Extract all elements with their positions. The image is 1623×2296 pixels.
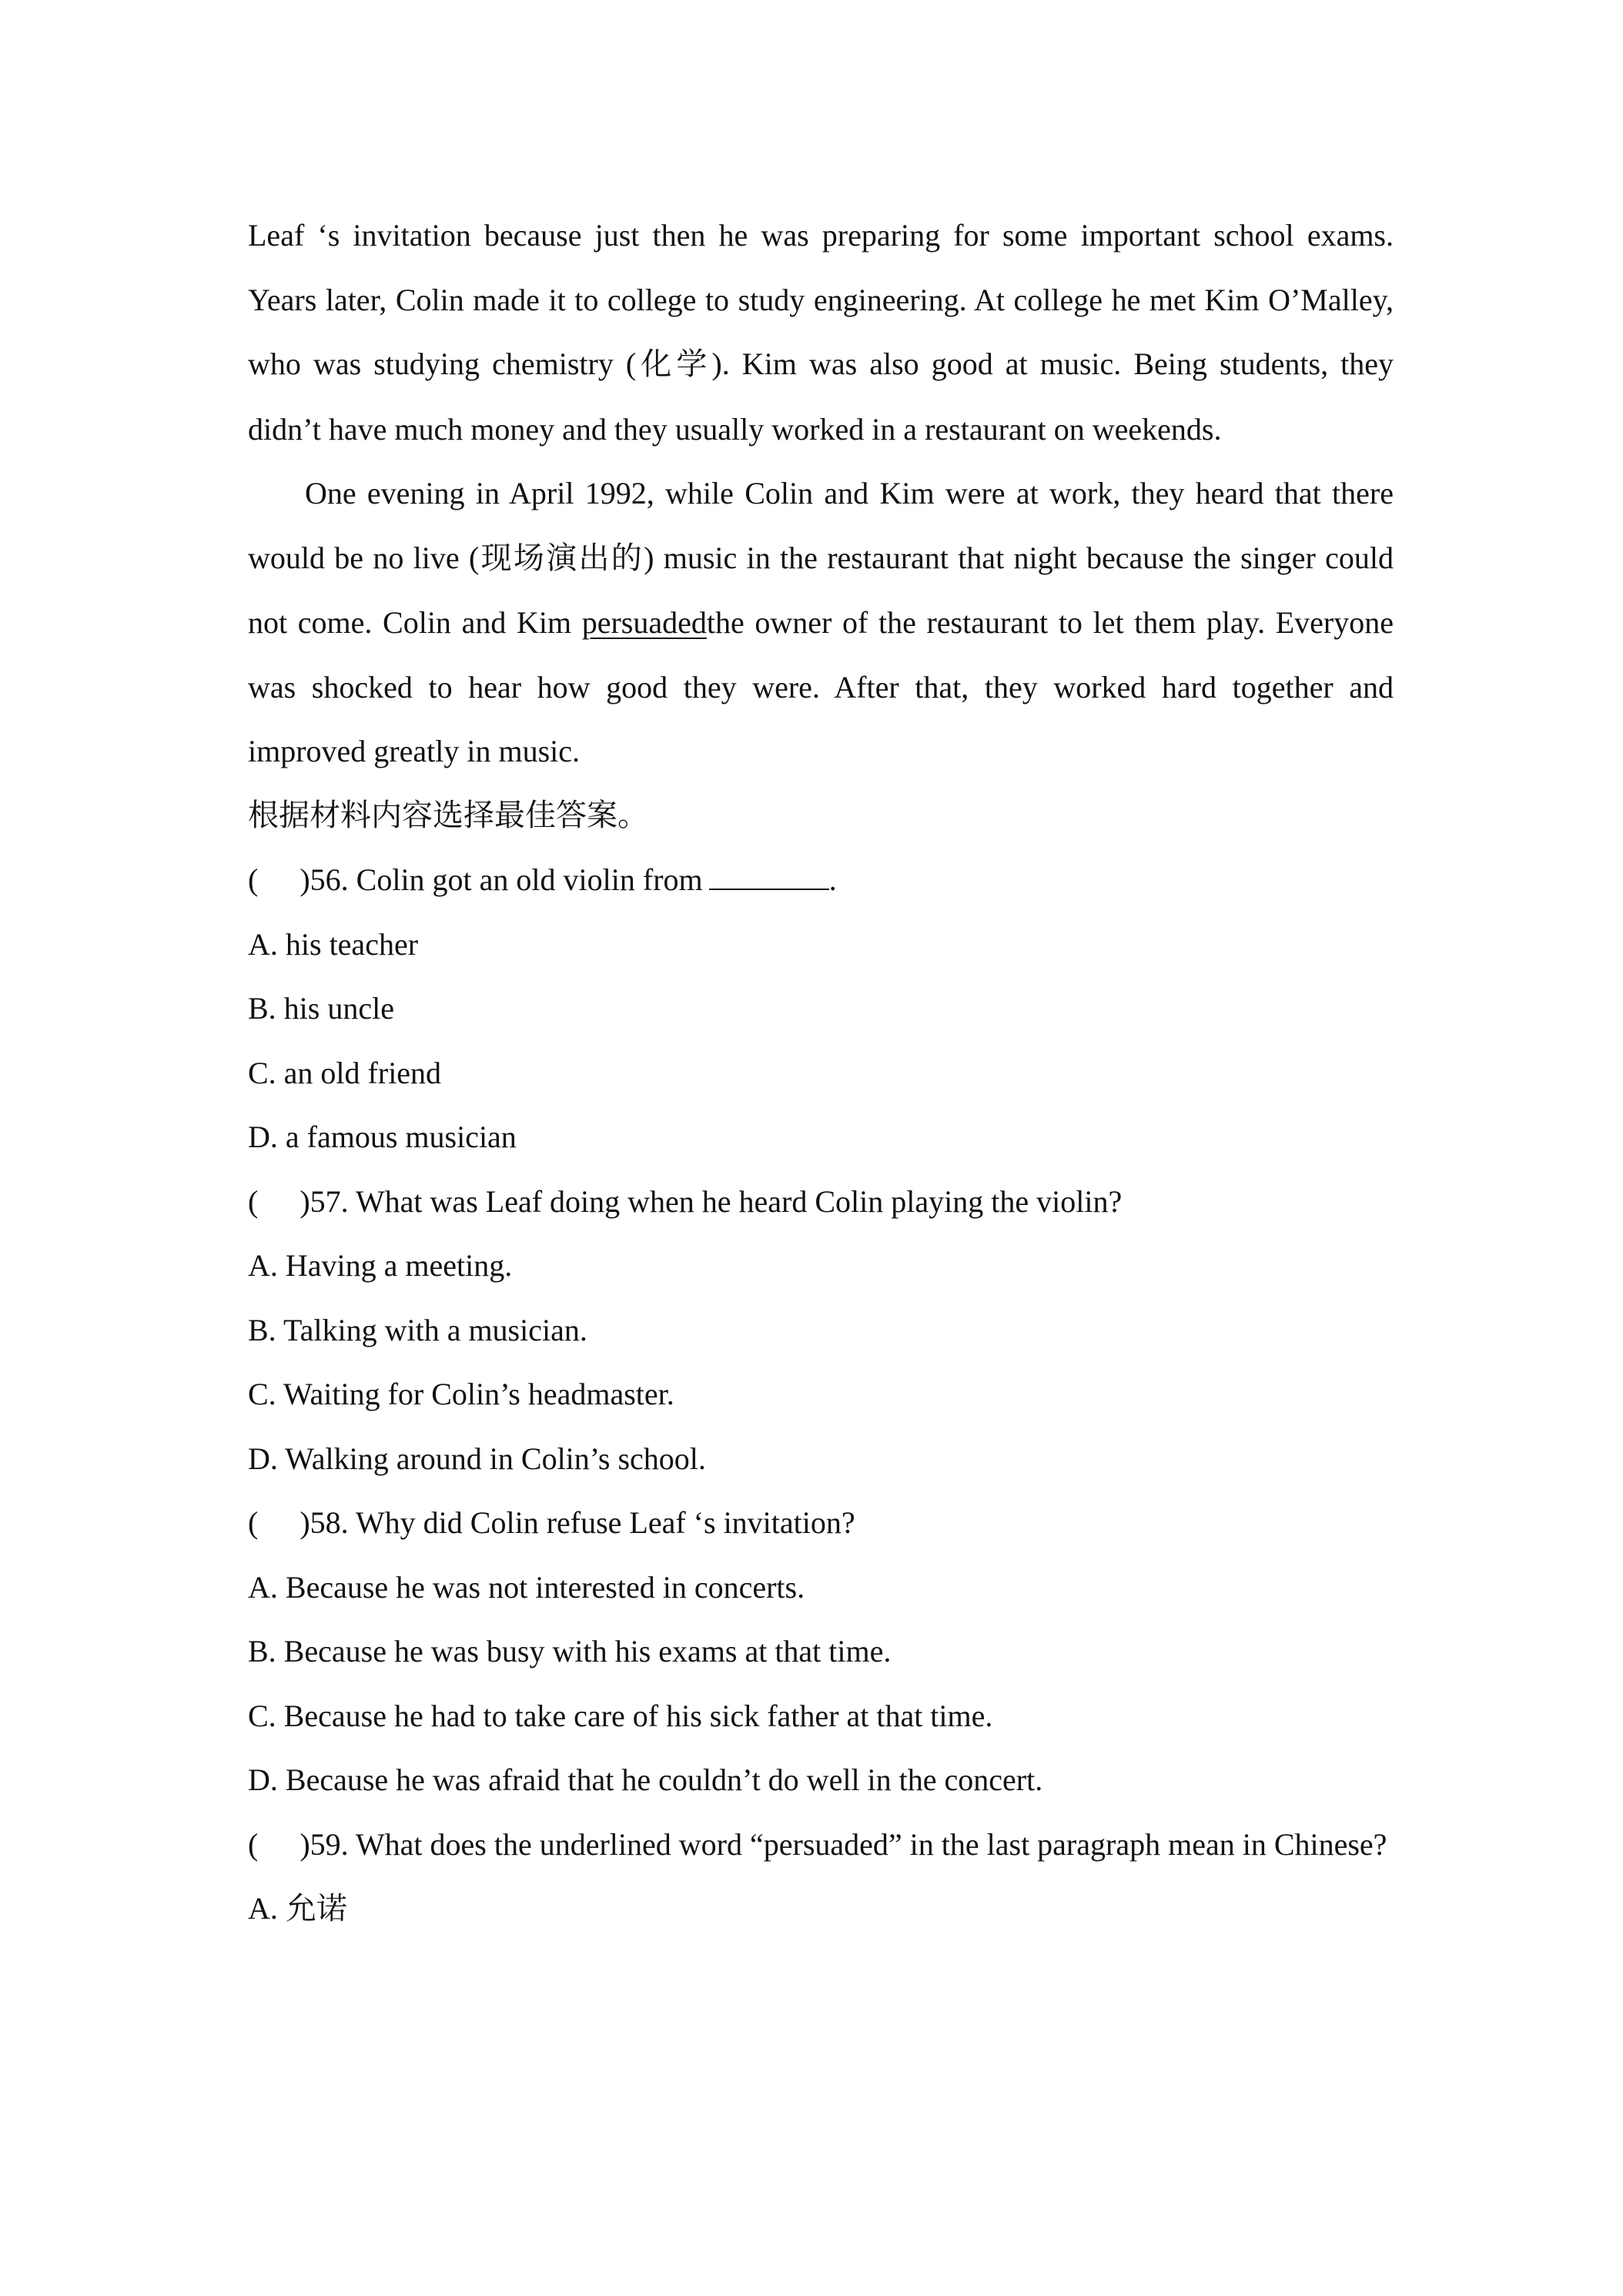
chinese-gloss: 化学: [636, 346, 712, 382]
question-57-option-c: C. Waiting for Colin’s headmaster.: [248, 1377, 674, 1411]
passage-paragraph-1: [248, 203, 1394, 461]
question-59-option-a: [248, 1876, 1394, 1941]
text-run: One evening in April 1992, while Colin and Kim were at work, they heard that there would be no live (: [248, 476, 1394, 575]
question-57-stem: [248, 1170, 1394, 1234]
question-56-option-c: C. an old friend: [248, 1055, 442, 1090]
answer-paren: (: [248, 1505, 259, 1540]
question-text: )59. What does the underlined word “persuaded” in the last paragraph mean in Chinese?: [300, 1826, 1387, 1862]
question-56-option-a: A. his teacher: [248, 926, 419, 962]
passage-paragraph-2: [248, 461, 1394, 784]
text-run: ). Kim was also good at music. Being students, they didn’t have much money and they usually worked in a restaurant on weekends.: [248, 346, 1394, 447]
question-59-stem: [248, 1812, 1394, 1877]
question-57-option-d: D. Walking around in Colin’s school.: [248, 1441, 706, 1476]
question-58-option-d: D. Because he was afraid that he couldn’t do well in the concert.: [248, 1762, 1043, 1797]
chinese-gloss: 现场演出的: [479, 540, 644, 576]
answer-paren: (: [248, 862, 259, 897]
text-run: ) music in the restaurant that night because the singer could not come. Colin and Kim: [248, 540, 1394, 640]
question-56-option-d: D. a famous musician: [248, 1120, 517, 1154]
question-57-option-b: B. Talking with a musician.: [248, 1312, 587, 1347]
answer-paren: (: [248, 1826, 259, 1862]
option-text: A. 允诺: [248, 1891, 347, 1926]
text-run: Leaf ‘s invitation because just then he was preparing for some important school exams. Years later, Colin made it to college to study engineering. At college he met Kim O’Malley, who was studying chemistry (: [248, 218, 1394, 381]
document-content: [248, 203, 1394, 1941]
question-58-stem: [248, 1491, 1394, 1555]
question-text: )57. What was Leaf doing when he heard Colin playing the violin?: [300, 1183, 1123, 1219]
answer-paren: (: [248, 1183, 259, 1219]
fill-blank: [709, 865, 829, 890]
text-run: the owner of the restaurant to let them play. Everyone was shocked to hear how good they were. After that, they worked hard together and improved greatly in music.: [248, 605, 1394, 768]
question-56-stem: [248, 848, 1394, 912]
question-58-option-b: B. Because he was busy with his exams at that time.: [248, 1634, 892, 1668]
question-58-option-c: C. Because he had to take care of his sick father at that time.: [248, 1698, 993, 1733]
question-text-end: .: [828, 862, 837, 897]
question-56-option-b: B. his uncle: [248, 991, 394, 1026]
question-text: )56. Colin got an old violin from: [300, 862, 703, 897]
question-57-option-a: A. Having a meeting.: [248, 1248, 513, 1283]
instruction: 根据材料内容选择最佳答案。: [248, 797, 648, 833]
underlined-word: persuaded: [581, 605, 707, 640]
question-text: )58. Why did Colin refuse Leaf ‘s invitation?: [300, 1505, 855, 1540]
question-58-option-a: A. Because he was not interested in concerts.: [248, 1569, 805, 1605]
